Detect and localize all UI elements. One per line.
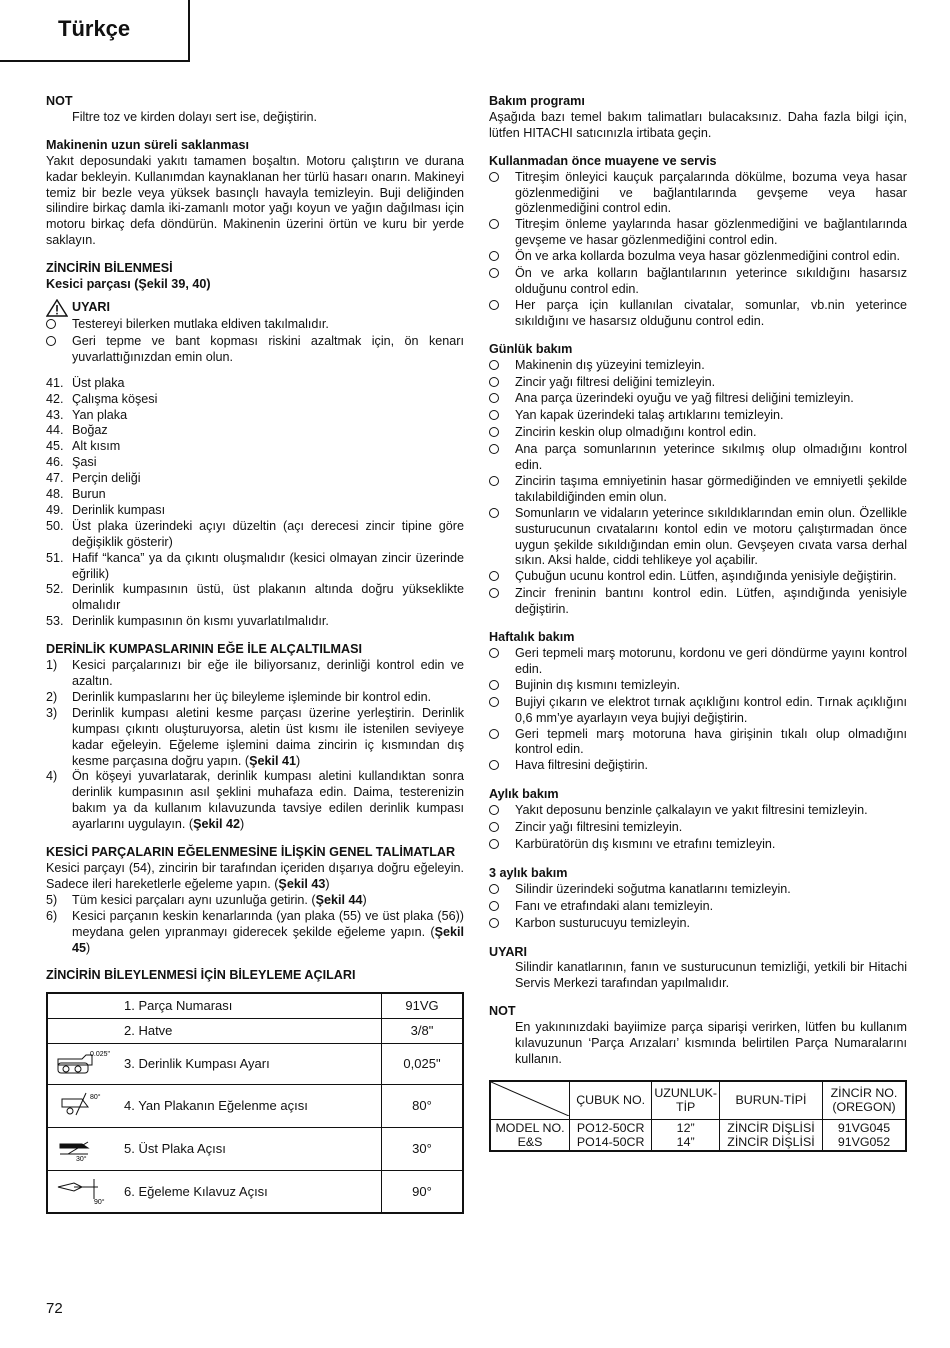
list-item: 41. Üst plaka <box>46 375 125 390</box>
right-warning-title: UYARI <box>489 944 528 959</box>
angle-value: 90° <box>382 1170 464 1213</box>
bullet-circle-icon <box>46 319 56 329</box>
empty-icon-cell <box>47 993 118 1018</box>
bullet-circle-icon <box>489 251 499 261</box>
svg-text:30°: 30° <box>76 1155 87 1162</box>
monthly-list <box>489 803 907 854</box>
storage-title: Makinenin uzun süreli saklanması <box>46 137 249 152</box>
depth-list <box>46 658 464 833</box>
bullet-circle-icon <box>489 393 499 403</box>
side-plate-angle-icon <box>47 1084 118 1127</box>
list-item: 5) Tüm kesici parçaları aynı uzunluğa getirin. (Şekil 44) <box>46 892 367 907</box>
bullet-circle-icon <box>489 444 499 454</box>
list-item: Zincir freninin bantını kontrol edin. Lütfen, aşındığında yenisiyle değiştirin. <box>489 586 907 618</box>
bullet-circle-icon <box>489 377 499 387</box>
sharpen-title: ZİNCİRİN BİLENMESİ <box>46 261 173 276</box>
angle-label: 5. Üst Plaka Açısı <box>118 1127 382 1170</box>
models-corner-cell <box>490 1081 570 1120</box>
angles-table <box>46 992 464 1214</box>
length-cell: 12” 14” <box>652 1119 720 1151</box>
header-bar-no: ÇUBUK NO. <box>570 1081 652 1120</box>
list-item: Zincirin taşıma emniyetinin hasar görmediğinden ve emniyetli şekilde takılabildiğinden emin olun. <box>489 474 907 506</box>
right-note-text: En yakınınızdaki bayiimize parça siparişi verirken, lütfen bu kullanım kılavuzunun ‘Parça Arızaları’ kısmında belirtilen Parça Numaralarını kullanın. <box>515 1020 907 1066</box>
bullet-circle-icon <box>489 697 499 707</box>
header-chain-no: ZİNCİR NO. (OREGON) <box>823 1081 907 1120</box>
language-title: Türkçe <box>58 16 131 41</box>
nose-cell: ZİNCİR DİŞLİSİ ZİNCİR DİŞLİSİ <box>719 1119 822 1151</box>
list-item: Karbüratörün dış kısmını ve etrafını temizleyin. <box>489 837 907 854</box>
list-item: 46. Şasi <box>46 455 97 470</box>
angle-value: 91VG <box>382 993 464 1018</box>
storage-text: Yakıt deposundaki yakıtı tamamen boşaltın. Motoru çalıştırın ve durana kadar bekleyin. Kullanımdan kaynaklanan her türlü hasarı onarın. Makineyi temiz bir bezle veya yüksek basınçlı havayla temizleyin. Buji deliğinden silindire birkaç damla iki-zamanlı motor yağı koyun ve yağın dağılması için motoru birkaç defa döndürün. Makinenin üzerini örtün ve kuru bir yerde saklayın. <box>46 153 464 248</box>
bullet-circle-icon <box>489 172 499 182</box>
bullet-circle-icon <box>489 839 499 849</box>
list-item: Yakıt deposunu benzinle çalkalayın ve yakıt filtresini temizleyin. <box>489 803 907 820</box>
angle-label: 6. Eğeleme Kılavuz Açısı <box>118 1170 382 1213</box>
list-item: 48. Burun <box>46 487 106 502</box>
bullet-circle-icon <box>489 571 499 581</box>
right-column <box>489 94 907 1152</box>
pre-use-list <box>489 170 907 330</box>
monthly-title: Aylık bakım <box>489 787 559 802</box>
list-item: 43. Yan plaka <box>46 407 128 422</box>
svg-text:90°: 90° <box>94 1198 105 1205</box>
cutter-title: Kesici parçası (Şekil 39, 40) <box>46 277 211 292</box>
general-text: Kesici parçayı (54), zincirin bir tarafından içeriden dışarıya doğru eğeleyin. Sadece ileri hareketlerle eğeleme yapın. (Şekil 43) <box>46 860 464 891</box>
bullet-circle-icon <box>489 268 499 278</box>
file-guide-angle-icon <box>47 1170 118 1213</box>
list-item: 44. Boğaz <box>46 423 108 438</box>
angle-label: 2. Hatve <box>118 1018 382 1043</box>
list-item: 2) Derinlik kumpaslarını her üç bileyleme işleminde bir kontrol edin. <box>46 689 432 704</box>
models-table <box>489 1080 907 1152</box>
list-item: 51. Hafif “kanca” ya da çıkıntı oluşmalıdır (kesici olmayan zincir üzerinde eğrilik) <box>46 550 464 581</box>
bullet-circle-icon <box>489 729 499 739</box>
list-item: Hava filtresini değiştirin. <box>489 758 907 775</box>
angles-title: ZİNCİRİN BİLEYLENMESİ İÇİN BİLEYLEME AÇILARI <box>46 968 356 983</box>
weekly-title: Haftalık bakım <box>489 630 575 645</box>
bullet-circle-icon <box>46 336 56 346</box>
svg-text:80°: 80° <box>90 1093 101 1101</box>
angles-row <box>47 1084 463 1127</box>
angles-row <box>47 1170 463 1213</box>
daily-list <box>489 358 907 619</box>
list-item: Ön ve arka kollarda bozulma veya hasar gözlenmediğini control edin. <box>489 249 907 266</box>
list-item: Çubuğun ucunu kontrol edin. Lütfen, aşındığında yenisiyle değiştirin. <box>489 569 907 586</box>
angles-row <box>47 993 463 1018</box>
list-item: Geri tepmeli marş motorunu, kordonu ve geri döndürme yayını kontrol edin. <box>489 646 907 678</box>
note-title: NOT <box>46 94 73 108</box>
right-note-title: NOT <box>489 1004 516 1019</box>
list-item: 42. Çalışma köşesi <box>46 391 158 406</box>
parts-list <box>46 376 464 631</box>
warning-list <box>46 317 464 366</box>
list-item: Testereyi bilerken mutlaka eldiven takılmalıdır. <box>46 317 464 334</box>
list-item: 6) Kesici parçanın keskin kenarlarında (yan plaka (55) ve üst plaka (56)) meydana gelen yıpranmayı giderecek şekilde eğeleme yapın. (Şekil 45) <box>46 908 464 955</box>
left-column <box>46 94 464 1214</box>
list-item: Ana parça somunlarının yeterince sıkılmış olup olmadığını kontrol edin. <box>489 442 907 474</box>
model-label: MODEL NO. E&S <box>490 1119 570 1151</box>
bullet-circle-icon <box>489 760 499 770</box>
list-item: 4) Ön köşeyi yuvarlatarak, derinlik kumpası aletini kullandıktan sonra derinlik kumpasının asıl şeklini muhafaza edin. Daima, testerenizin bakım ya da kullanım kılavuzunda tavsiye edilen derinlik kumpası ayarlarını uygulayın. (Şekil 42) <box>46 769 464 832</box>
list-item: 47. Perçin deliği <box>46 471 141 486</box>
list-item: Yan kapak üzerindeki talaş artıklarını temizleyin. <box>489 408 907 425</box>
bullet-circle-icon <box>489 822 499 832</box>
bullet-circle-icon <box>489 901 499 911</box>
list-item: Karbon susturucuyu temizleyin. <box>489 916 907 933</box>
program-title: Bakım programı <box>489 94 585 108</box>
general-list <box>46 893 464 957</box>
list-item: 49. Derinlik kumpası <box>46 502 166 517</box>
list-item: Geri tepme ve bant kopması riskini azaltmak için, ön kenarı yuvarlattığınızdan emin olun. <box>46 334 464 366</box>
program-text: Aşağıda bazı temel bakım talimatları bulacaksınız. Daha fazla bilgi için, lütfen HITACHI satıcınızla irtibata geçin. <box>489 109 907 140</box>
header-nose: BURUN-TİPİ <box>719 1081 822 1120</box>
quarterly-title: 3 aylık bakım <box>489 865 568 880</box>
language-tab <box>0 0 190 62</box>
list-item: 52. Derinlik kumpasının üstü, üst plakanın altında doğru yükseklikte olmalıdır <box>46 582 464 613</box>
bullet-circle-icon <box>489 884 499 894</box>
warning-title: UYARI <box>72 300 111 315</box>
list-item: 50. Üst plaka üzerindeki açıyı düzeltin (açı derecesi zincir tipine göre değişiklik gösterir) <box>46 518 464 549</box>
list-item: Zincir yağı filtresi deliğini temizleyin. <box>489 375 907 392</box>
bullet-circle-icon <box>489 588 499 598</box>
bullet-circle-icon <box>489 360 499 370</box>
angle-value: 80° <box>382 1084 464 1127</box>
bullet-circle-icon <box>489 648 499 658</box>
weekly-list <box>489 646 907 775</box>
angle-value: 0,025" <box>382 1043 464 1084</box>
angles-row <box>47 1043 463 1084</box>
list-item: Ön ve arka kolların bağlantılarının yeterince sıkıldığını hasarsız olduğunu control edin. <box>489 266 907 298</box>
angle-value: 30° <box>382 1127 464 1170</box>
list-item: 45. Alt kısım <box>46 439 121 454</box>
top-plate-angle-icon <box>47 1127 118 1170</box>
diagonal-line-icon <box>491 1082 569 1116</box>
warning-triangle-icon <box>46 299 68 317</box>
angle-value: 3/8" <box>382 1018 464 1043</box>
bullet-circle-icon <box>489 476 499 486</box>
bullet-circle-icon <box>489 427 499 437</box>
list-item: 53. Derinlik kumpasının ön kısmı yuvarlatılmalıdır. <box>46 614 329 629</box>
angles-row <box>47 1018 463 1043</box>
note-text: Filtre toz ve kirden dolayı sert ise, değiştirin. <box>72 109 317 124</box>
depth-title: DERİNLİK KUMPASLARININ EĞE İLE ALÇALTILMASI <box>46 642 362 657</box>
list-item: Titreşim önleyici kauçuk parçalarında dökülme, bozuma veya hasar gözlenmediğini ve bağlantılarında gevşeme veya hasar gözlenmediğini control edin. <box>489 170 907 218</box>
warning-heading <box>46 299 464 317</box>
list-item: Somunların ve vidaların yeterince sıkıldıklarından emin olun. Özellikle susturucunun cıvatalarını kontol edin ve motoru çalıştırmadan önce uygun şekilde sıkıldığından emin olun. Gevşeyen cıvata varsa derhal sıkın. Aksi halde, ciddi tehlikeye yol açabilir. <box>489 506 907 570</box>
angles-row <box>47 1127 463 1170</box>
daily-title: Günlük bakım <box>489 341 573 356</box>
angle-label: 1. Parça Numarası <box>118 993 382 1018</box>
bullet-circle-icon <box>489 410 499 420</box>
header-length: UZUNLUK-TİP <box>652 1081 720 1120</box>
bullet-circle-icon <box>489 219 499 229</box>
list-item: Silindir üzerindeki soğutma kanatlarını temizleyin. <box>489 882 907 899</box>
list-item: Bujinin dış kısmını temizleyin. <box>489 678 907 695</box>
page-number: 72 <box>46 1300 63 1317</box>
list-item: Titreşim önleme yaylarında hasar gözlenmediğini ve bağlantılarında gevşeme ve hasar gözlenmediğini control edin. <box>489 217 907 249</box>
list-item: Bujiyi çıkarın ve elektrot tırnak açıklığını kontrol edin. Tırnak açıklığını 0,6 mm’ye ayarlayın veya bujiyi değiştirin. <box>489 695 907 727</box>
list-item: Geri tepmeli marş motoruna hava girişinin tıkalı olup olmadığını kontrol edin. <box>489 727 907 759</box>
angle-label: 3. Derinlik Kumpası Ayarı <box>118 1043 382 1084</box>
list-item: Ana parça üzerindeki oyuğu ve yağ filtresi deliğini temizleyin. <box>489 391 907 408</box>
list-item: Zincir yağı filtresini temizleyin. <box>489 820 907 837</box>
bullet-circle-icon <box>489 680 499 690</box>
list-item: Fanı ve etrafındaki alanı temizleyin. <box>489 899 907 916</box>
bar-no-cell: PO12-50CR PO14-50CR <box>570 1119 652 1151</box>
general-title: KESİCİ PARÇALARIN EĞELENMESİNE İLİŞKİN GENEL TALİMATLAR <box>46 845 456 860</box>
list-item: Her parça için kullanılan civatalar, somunlar, vb.nin yeterince sıkıldığını ve hasarsız olduğunu control edin. <box>489 298 907 330</box>
bullet-circle-icon <box>489 508 499 518</box>
list-item: 3) Derinlik kumpası aletini kesme parçası üzerine yerleştirin. Derinlik kumpası çıkıntı oluşturuyorsa, aletin üst kısmı ile istenilen seviyeye kadar eğeleyin. Eğeleme işlemini daima zincirin iç kısmından dış kesme parçasına doğru yapın. (Şekil 41) <box>46 705 464 768</box>
svg-text:0.025": 0.025" <box>90 1050 110 1058</box>
depth-gauge-icon <box>47 1043 118 1084</box>
right-warning-text: Silindir kanatlarının, fanın ve susturucunun temizliği, yetkili bir Hitachi Servis Merkezi tarafından yapılmalıdır. <box>515 960 907 991</box>
quarterly-list <box>489 882 907 933</box>
list-item: Makinenin dış yüzeyini temizleyin. <box>489 358 907 375</box>
list-item: Zincirin keskin olup olmadığını kontrol edin. <box>489 425 907 442</box>
bullet-circle-icon <box>489 918 499 928</box>
bullet-circle-icon <box>489 805 499 815</box>
chain-no-cell: 91VG045 91VG052 <box>823 1119 907 1151</box>
pre-use-title: Kullanmadan önce muayene ve servis <box>489 153 717 168</box>
list-item: 1) Kesici parçalarınızı bir eğe ile biliyorsanız, derinliği kontrol edin ve azaltın. <box>46 658 464 688</box>
angle-label: 4. Yan Plakanın Eğelenme açısı <box>118 1084 382 1127</box>
empty-icon-cell <box>47 1018 118 1043</box>
bullet-circle-icon <box>489 300 499 310</box>
